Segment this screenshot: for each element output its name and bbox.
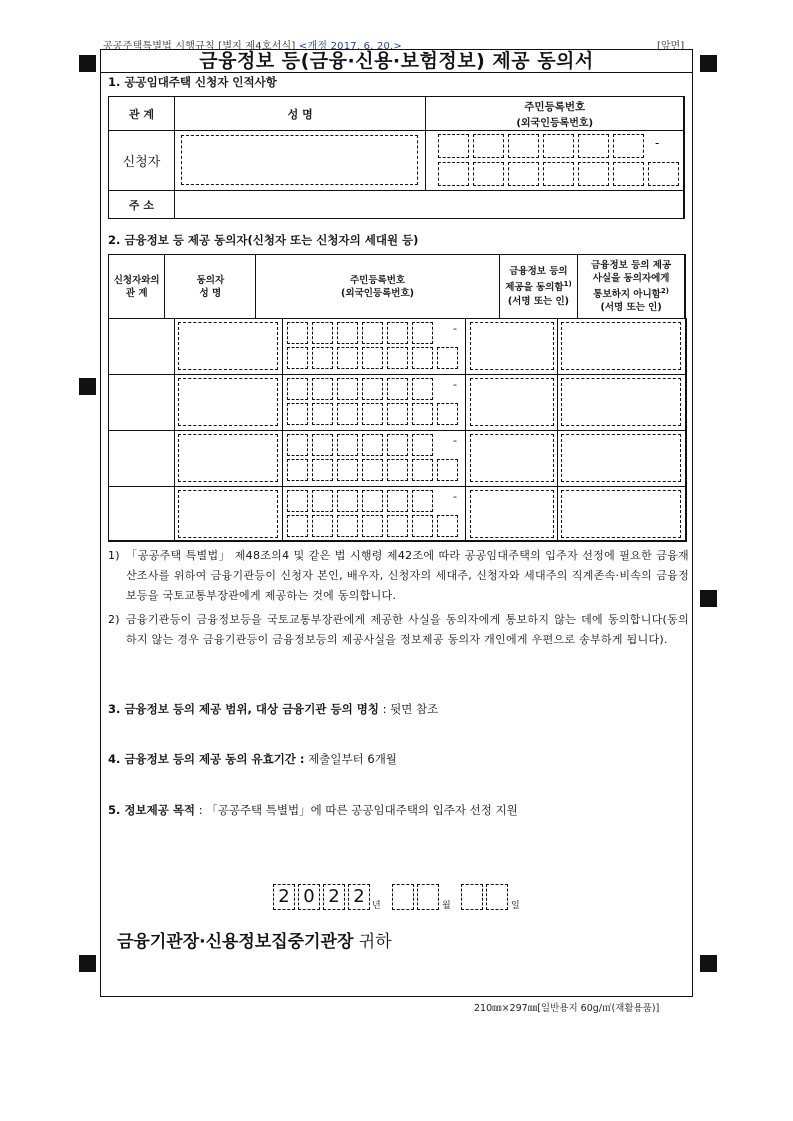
item-5: [108, 802, 518, 818]
month-unit: 월: [442, 901, 451, 911]
rrn-digit-box[interactable]: [412, 459, 433, 481]
column-divider: [108, 374, 109, 430]
section2-heading: 2. 금융정보 등 제공 동의자(신청자 또는 신청자의 세대원 등): [108, 233, 419, 247]
rrn-digit-box[interactable]: [337, 434, 358, 456]
header-text: 제공을 동의함: [505, 282, 564, 294]
rrn-digit-box[interactable]: [337, 378, 358, 400]
rrn-digit-box[interactable]: [412, 347, 433, 369]
note-number: 2): [108, 613, 120, 626]
rrn-digit-box[interactable]: [287, 490, 308, 512]
item-4: [108, 751, 397, 767]
rrn-digit-box[interactable]: [578, 162, 609, 186]
rrn-digit-box[interactable]: [613, 134, 644, 158]
rrn-digit-box[interactable]: [312, 347, 333, 369]
row-divider: [108, 430, 686, 431]
header-line: (서명 또는 인): [507, 295, 570, 307]
note-text: 금융기관등이 금융정보등을 국토교통부장관에게 제공한 사실을 동의자에게 통보하지 않는 데에 동의합니다(동의하지 않는 경우 금융기관등이 금융정보등의 제공사실을 정보제공 동의자 개인에게 우편으로 송부하게 됩니다).: [126, 613, 689, 646]
applicant-name-field[interactable]: [181, 135, 418, 185]
column-divider: [282, 374, 283, 430]
consenter-name-header: [165, 255, 256, 319]
rrn-dash: -: [655, 136, 660, 150]
rrn-digit-box[interactable]: [387, 322, 408, 344]
item-value: : 「공공주택 특별법」에 따른 공공임대주택의 입주자 선정 지원: [198, 803, 518, 817]
consent-signature-field[interactable]: [470, 378, 554, 426]
rrn-digit-box[interactable]: [312, 403, 333, 425]
law-reference: 공공주택특별법 시행규칙 [별지 제4호서식]: [103, 41, 296, 52]
column-divider: [557, 318, 558, 374]
year-digit-box[interactable]: 2: [348, 884, 370, 910]
registration-mark: [700, 55, 717, 72]
day-digit-box[interactable]: [486, 884, 508, 910]
notice-signature-field[interactable]: [561, 322, 681, 370]
column-divider: [174, 318, 175, 374]
registration-mark: [79, 378, 96, 395]
notice-header: [578, 255, 685, 319]
header-line: 금융정보 등의 제공: [591, 259, 672, 271]
note-number: 1): [108, 549, 120, 562]
consenter-rrn-header: [256, 255, 499, 319]
rrn-header: [426, 97, 684, 131]
consent-signature-field[interactable]: [470, 434, 554, 482]
rrn-digit-box[interactable]: [508, 162, 539, 186]
column-divider: [686, 486, 687, 542]
rrn-digit-box[interactable]: [508, 134, 539, 158]
rrn-digit-box[interactable]: [362, 459, 383, 481]
rrn-digit-box[interactable]: [387, 347, 408, 369]
notice-signature-field[interactable]: [561, 378, 681, 426]
registration-mark: [700, 590, 717, 607]
item-3: [108, 701, 438, 717]
rrn-digit-box[interactable]: [648, 162, 679, 186]
rrn-dash: -: [453, 322, 457, 335]
column-divider: [465, 486, 466, 542]
column-divider: [686, 318, 687, 374]
row-divider: [108, 318, 686, 319]
note-2: [108, 610, 688, 670]
consenter-name-field[interactable]: [178, 322, 278, 370]
relation-header: 관 계: [109, 97, 175, 131]
column-divider: [174, 430, 175, 486]
header-line: (외국인등록번호): [341, 287, 414, 299]
header-line: 사실을 동의자에게: [592, 272, 670, 284]
rrn-digit-box[interactable]: [543, 134, 574, 158]
applicant-label: 신청자: [109, 131, 175, 191]
column-divider: [557, 486, 558, 542]
rrn-digit-box[interactable]: [362, 403, 383, 425]
revision-date: <개정 2017. 6. 20.>: [298, 41, 403, 52]
rrn-digit-box[interactable]: [287, 322, 308, 344]
notice-signature-field[interactable]: [561, 434, 681, 482]
year-digit-box[interactable]: 2: [323, 884, 345, 910]
rrn-digit-box[interactable]: [473, 134, 504, 158]
row-divider: [108, 486, 686, 487]
rrn-digit-box[interactable]: [437, 347, 458, 369]
header-line: 관 계: [125, 287, 148, 299]
row-divider: [108, 374, 686, 375]
column-divider: [557, 374, 558, 430]
column-divider: [108, 486, 109, 542]
rrn-digit-box[interactable]: [578, 134, 609, 158]
rrn-digit-box[interactable]: [387, 490, 408, 512]
rrn-digit-box[interactable]: [473, 162, 504, 186]
rrn-digit-box[interactable]: [387, 378, 408, 400]
column-divider: [174, 374, 175, 430]
consent-header: [499, 255, 578, 319]
rrn-digit-box[interactable]: [312, 459, 333, 481]
paper-spec: 210㎜×297㎜[일반용지 60g/㎡(재활용품)]: [474, 1003, 660, 1014]
item-value: : 뒷면 참조: [382, 702, 439, 716]
page-side-label: [앞면]: [657, 41, 685, 52]
consenter-relation-header: [109, 255, 165, 319]
column-divider: [557, 430, 558, 486]
rrn-digit-box[interactable]: [337, 515, 358, 537]
rrn-digit-box[interactable]: [362, 434, 383, 456]
header-line: (서명 또는 인): [600, 302, 662, 314]
header-line: 주민등록번호: [349, 274, 406, 286]
item-value: 제출일부터 6개월: [308, 752, 397, 766]
header-text: 통보하지 아니함: [593, 289, 661, 301]
registration-mark: [79, 955, 96, 972]
column-divider: [465, 318, 466, 374]
rrn-digit-box[interactable]: [438, 134, 469, 158]
year-digit-box[interactable]: 2: [273, 884, 295, 910]
header-line: 신청자와의: [113, 274, 160, 286]
rrn-digit-box[interactable]: [438, 162, 469, 186]
column-divider: [282, 318, 283, 374]
column-divider: [282, 430, 283, 486]
address-label: 주 소: [109, 191, 175, 219]
addressee-name: 금융기관장·신용정보집중기관장: [117, 932, 354, 952]
rrn-digit-box[interactable]: [412, 378, 433, 400]
rrn-digit-box[interactable]: [287, 459, 308, 481]
note-text: 「공공주택 특별법」 제48조의4 및 같은 법 시행령 제42조에 따라 공공임대주택의 입주자 선정에 필요한 금융재산조사를 위하여 금융기관등이 신청자 본인, 배우자, 신청자의 세대주, 신청자와 세대주의 직계존속·비속의 금융정보등을 국토교통부장관에게 제공하는 것에 동의합니다.: [126, 549, 689, 602]
rrn-digit-box[interactable]: [387, 459, 408, 481]
address-cell: [174, 191, 683, 219]
table-bottom-line: [108, 541, 686, 542]
rrn-digit-box[interactable]: [412, 490, 433, 512]
rrn-dash: -: [453, 434, 457, 447]
rrn-digit-box[interactable]: [337, 490, 358, 512]
rrn-digit-box[interactable]: [437, 515, 458, 537]
rrn-header-label: 주민등록번호: [524, 100, 586, 113]
column-divider: [108, 430, 109, 486]
consenter-name-field[interactable]: [178, 490, 278, 538]
page-title: 금융정보 등(금융·신용·보험정보) 제공 동의서: [199, 50, 594, 72]
consenter-table: [108, 254, 685, 319]
column-divider: [108, 318, 109, 374]
note-1: [108, 546, 688, 606]
consent-signature-field[interactable]: [470, 490, 554, 538]
item-label: 5. 정보제공 목적: [108, 803, 196, 817]
rrn-digit-box[interactable]: [312, 378, 333, 400]
name-header: 성 명: [174, 97, 426, 131]
notice-signature-field[interactable]: [561, 490, 681, 538]
header-line: [578, 285, 684, 301]
rrn-digit-box[interactable]: [337, 459, 358, 481]
rrn-digit-box[interactable]: [437, 403, 458, 425]
rrn-digit-box[interactable]: [362, 322, 383, 344]
month-digit-box[interactable]: [417, 884, 439, 910]
rrn-digit-box[interactable]: [312, 322, 333, 344]
day-unit: 일: [511, 901, 520, 911]
column-divider: [686, 374, 687, 430]
consenter-name-field[interactable]: [178, 434, 278, 482]
footnote-ref: 2): [660, 286, 669, 295]
rrn-digit-box[interactable]: [387, 434, 408, 456]
rrn-digit-box[interactable]: [312, 434, 333, 456]
footnote-ref: 1): [563, 280, 572, 289]
header-line: 동의자: [196, 274, 225, 286]
rrn-dash: -: [453, 490, 457, 503]
rrn-digit-box[interactable]: [362, 515, 383, 537]
rrn-digit-box[interactable]: [543, 162, 574, 186]
column-divider: [282, 486, 283, 542]
rrn-digit-box[interactable]: [412, 434, 433, 456]
rrn-digit-box[interactable]: [312, 515, 333, 537]
rrn-digit-box[interactable]: [312, 490, 333, 512]
rrn-digit-box[interactable]: [287, 434, 308, 456]
rrn-digit-box[interactable]: [613, 162, 644, 186]
item-label: 3. 금융정보 등의 제공 범위, 대상 금융기관 등의 명칭: [108, 702, 379, 716]
rrn-digit-box[interactable]: [337, 322, 358, 344]
rrn-digit-box[interactable]: [287, 515, 308, 537]
consent-signature-field[interactable]: [470, 322, 554, 370]
year-unit: 년: [372, 901, 381, 911]
rrn-digit-box[interactable]: [362, 490, 383, 512]
item-label: 4. 금융정보 등의 제공 동의 유효기간 :: [108, 752, 305, 766]
header-line: 성 명: [199, 287, 222, 299]
rrn-header-sub: (외국인등록번호): [516, 117, 594, 129]
addressee: [117, 927, 392, 952]
column-divider: [174, 486, 175, 542]
registration-mark: [79, 55, 96, 72]
consenter-name-field[interactable]: [178, 378, 278, 426]
header-line: 금융정보 등의: [509, 266, 568, 278]
month-digit-box[interactable]: [392, 884, 414, 910]
rrn-digit-box[interactable]: [362, 347, 383, 369]
rrn-digit-box[interactable]: [362, 378, 383, 400]
rrn-dash: -: [453, 378, 457, 391]
rrn-digit-box[interactable]: [387, 515, 408, 537]
day-digit-box[interactable]: [461, 884, 483, 910]
column-divider: [465, 430, 466, 486]
rrn-digit-box[interactable]: [412, 403, 433, 425]
rrn-digit-box[interactable]: [287, 378, 308, 400]
year-digit-box[interactable]: 0: [298, 884, 320, 910]
header-line: [500, 278, 578, 294]
column-divider: [686, 430, 687, 486]
column-divider: [465, 374, 466, 430]
addressee-suffix: 귀하: [358, 932, 392, 952]
section1-heading: 1. 공공임대주택 신청자 인적사항: [108, 75, 277, 89]
rrn-digit-box[interactable]: [287, 403, 308, 425]
rrn-digit-box[interactable]: [287, 347, 308, 369]
rrn-digit-box[interactable]: [387, 403, 408, 425]
rrn-digit-box[interactable]: [337, 347, 358, 369]
rrn-digit-box[interactable]: [412, 515, 433, 537]
rrn-digit-box[interactable]: [337, 403, 358, 425]
rrn-digit-box[interactable]: [412, 322, 433, 344]
title-divider: [100, 72, 693, 73]
registration-mark: [700, 955, 717, 972]
rrn-digit-box[interactable]: [437, 459, 458, 481]
